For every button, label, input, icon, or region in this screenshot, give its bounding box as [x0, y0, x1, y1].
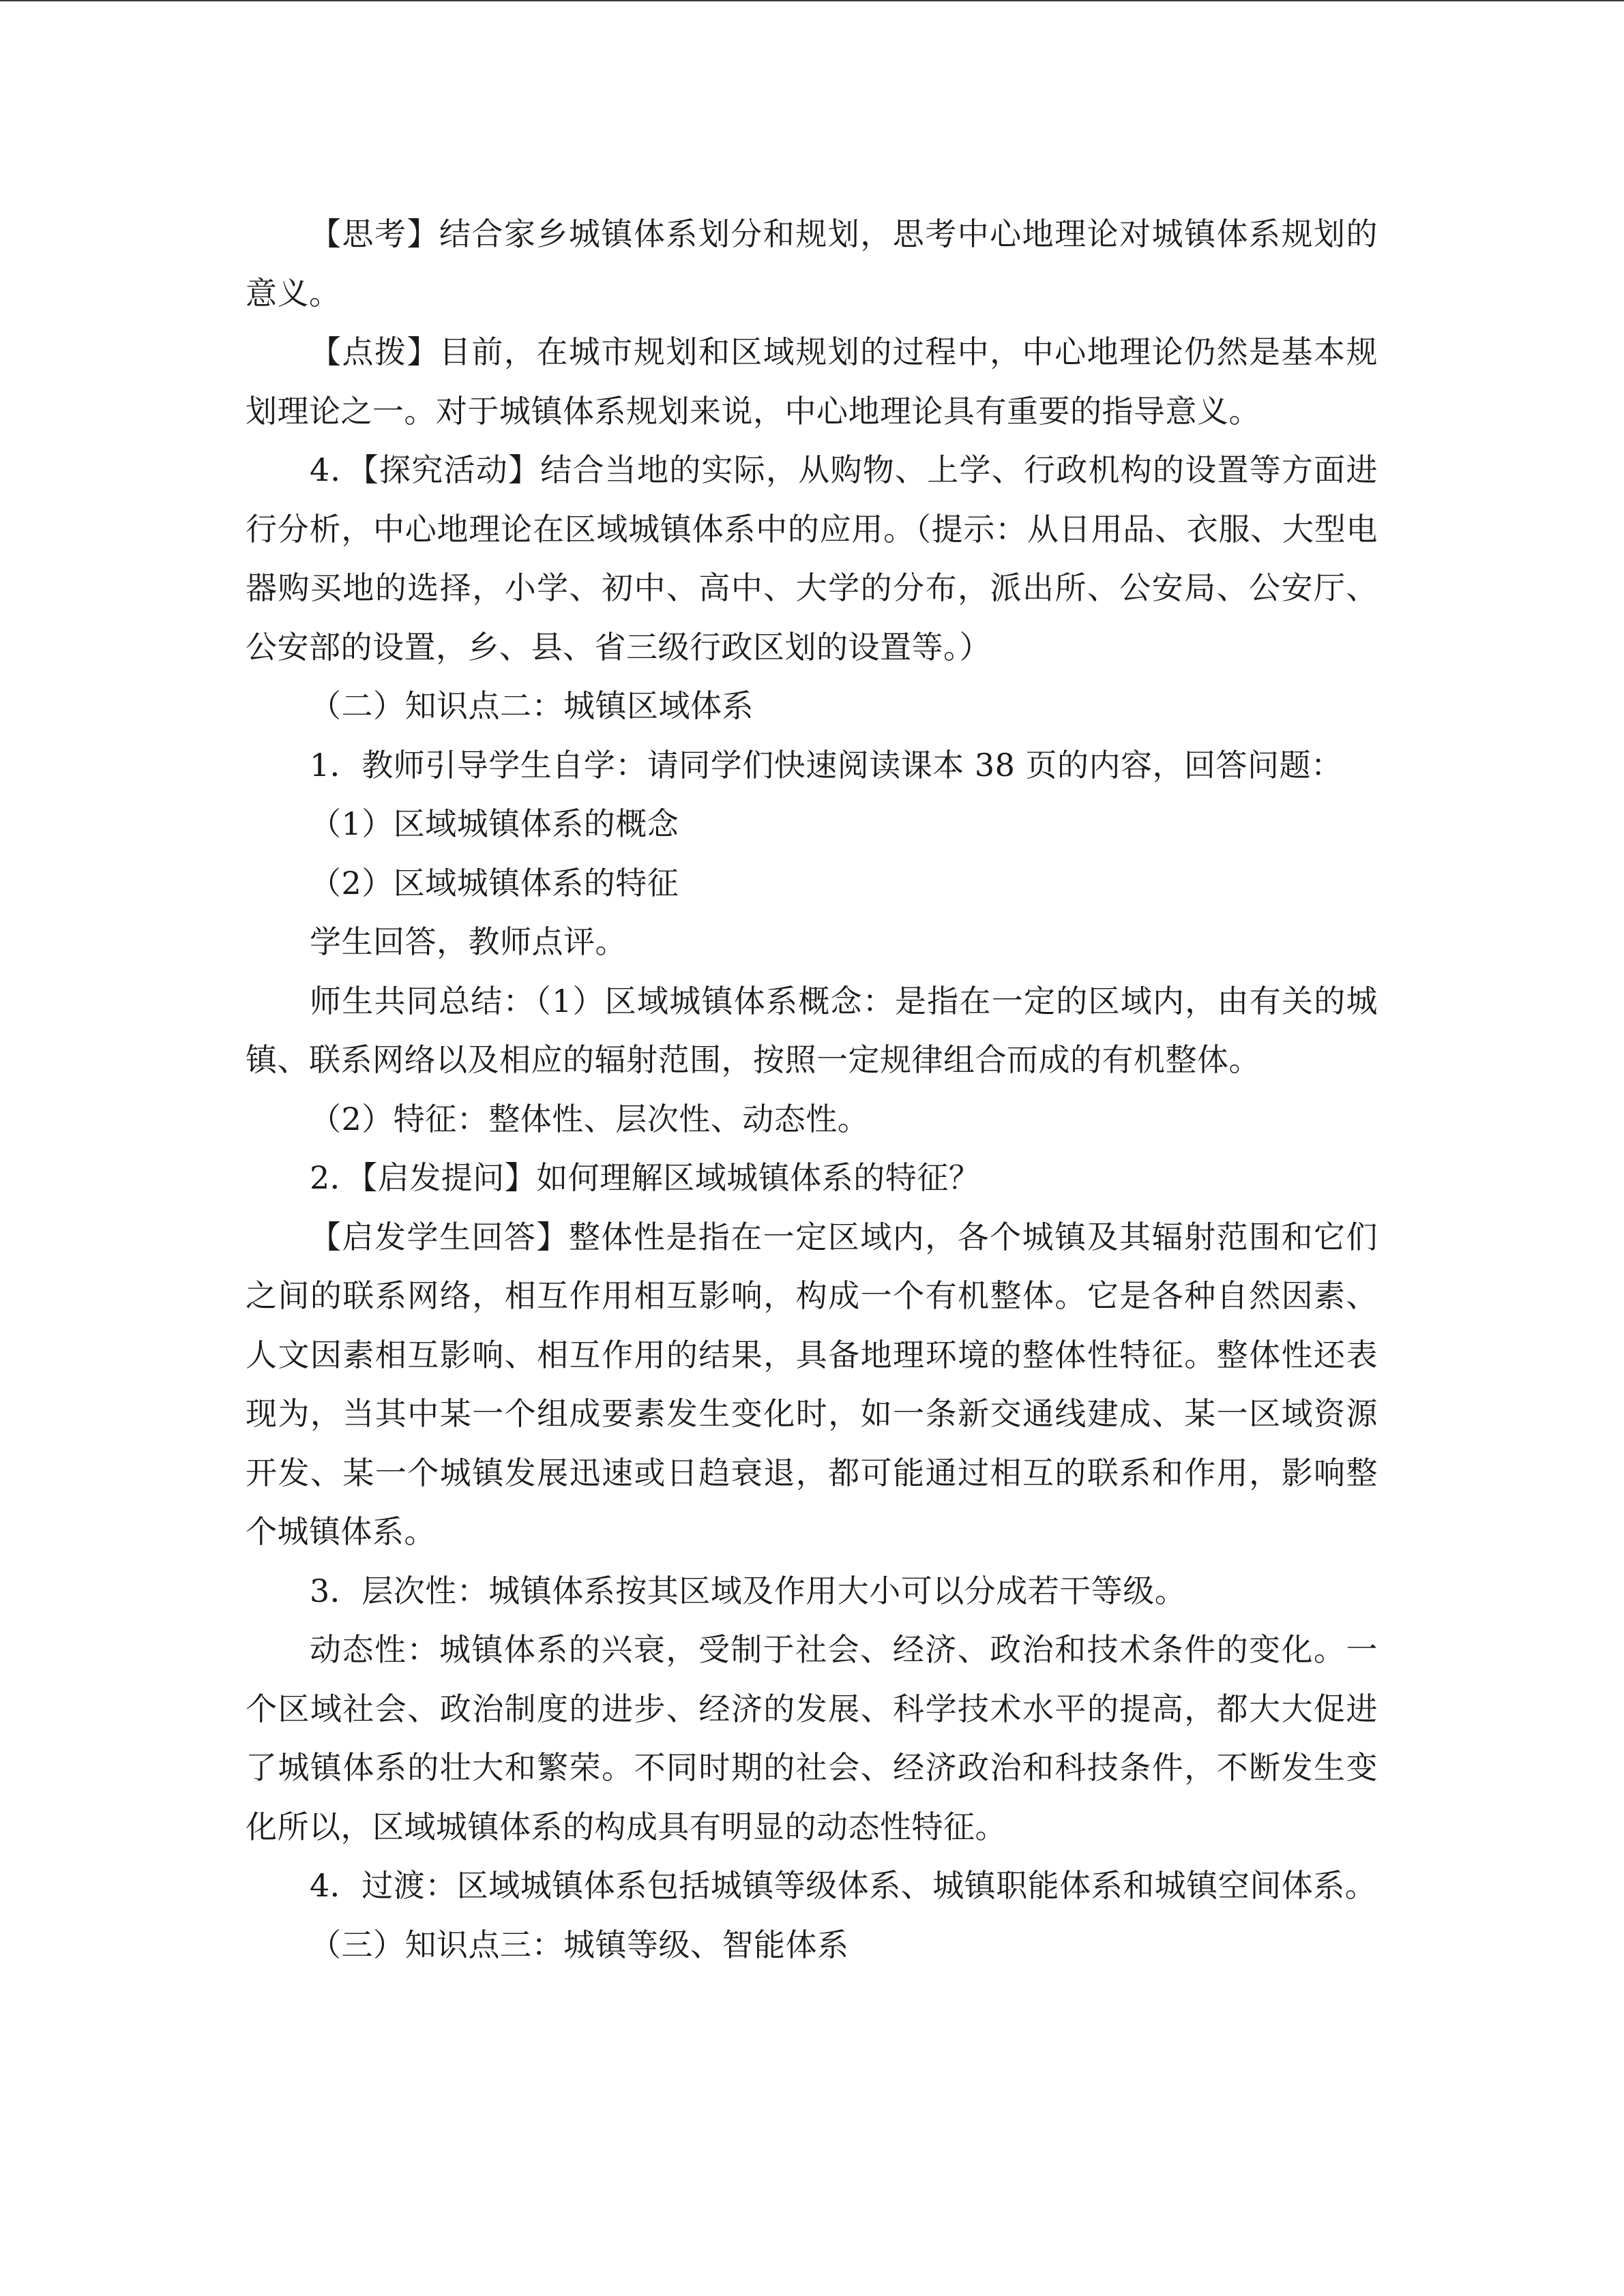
document-body — [246, 205, 1378, 1974]
self-study-instruction: 1．教师引导学生自学：请同学们快速阅读课本 38 页的内容，回答问题： — [310, 746, 1343, 784]
dynamics-paragraph: 动态性：城镇体系的兴衰，受制于社会、经济、政治和技术条件的变化。一个区域社会、政治制度的进步、经济的发展、科学技术水平的提高，都大大促进了城镇体系的壮大和繁荣。不同时期的社会、经济政治和科技条件，不断发生变化所以，区域城镇体系的构成具有明显的动态性特征。 — [246, 1631, 1378, 1845]
section-heading-knowledge-point-3: （三）知识点三：城镇等级、智能体系 — [310, 1926, 849, 1963]
summary-concept-paragraph: 师生共同总结：（1）区域城镇体系概念：是指在一定的区域内，由有关的城镇、联系网络以及相应的辐射范围，按照一定规律组合而成的有机整体。 — [246, 982, 1378, 1078]
page-top-border — [0, 0, 1624, 1]
think-paragraph: 【思考】结合家乡城镇体系划分和规划，思考中心地理论对城镇体系规划的意义。 — [246, 215, 1378, 312]
integrity-explanation-paragraph: 【启发学生回答】整体性是指在一定区域内，各个城镇及其辐射范围和它们之间的联系网络，相互作用相互影响，构成一个有机整体。它是各种自然因素、人文因素相互影响、相互作用的结果，具备地理环境的整体性特征。整体性还表现为，当其中某一个组成要素发生变化时，如一条新交通线建成、某一区域资源开发、某一个城镇发展迅速或日趋衰退，都可能通过相互的联系和作用，影响整个城镇体系。 — [246, 1218, 1378, 1550]
transition-paragraph: 4．过渡：区域城镇体系包括城镇等级体系、城镇职能体系和城镇空间体系。 — [310, 1867, 1377, 1904]
summary-features-paragraph: （2）特征：整体性、层次性、动态性。 — [310, 1100, 870, 1137]
section-heading-knowledge-point-2: （二）知识点二：城镇区域体系 — [310, 687, 754, 724]
hint-paragraph: 【点拨】目前，在城市规划和区域规划的过程中，中心地理论仍然是基本规划理论之一。对于城镇体系规划来说，中心地理论具有重要的指导意义。 — [246, 333, 1378, 430]
student-answer-note: 学生回答，教师点评。 — [310, 923, 627, 960]
inquiry-activity-paragraph: 4．【探究活动】结合当地的实际，从购物、上学、行政机构的设置等方面进行分析，中心地理论在区域城镇体系中的应用。（提示：从日用品、衣服、大型电器购买地的选择，小学、初中、高中、大学的分布，派出所、公安局、公安厅、公安部的设置，乡、县、省三级行政区划的设置等。） — [246, 451, 1378, 666]
question-item-1: （1）区域城镇体系的概念 — [310, 805, 679, 842]
hierarchy-paragraph: 3．层次性：城镇体系按其区域及作用大小可以分成若干等级。 — [310, 1572, 1187, 1609]
question-item-2: （2）区域城镇体系的特征 — [310, 864, 679, 901]
prompt-question-paragraph: 2．【启发提问】如何理解区域城镇体系的特征？ — [310, 1159, 981, 1196]
